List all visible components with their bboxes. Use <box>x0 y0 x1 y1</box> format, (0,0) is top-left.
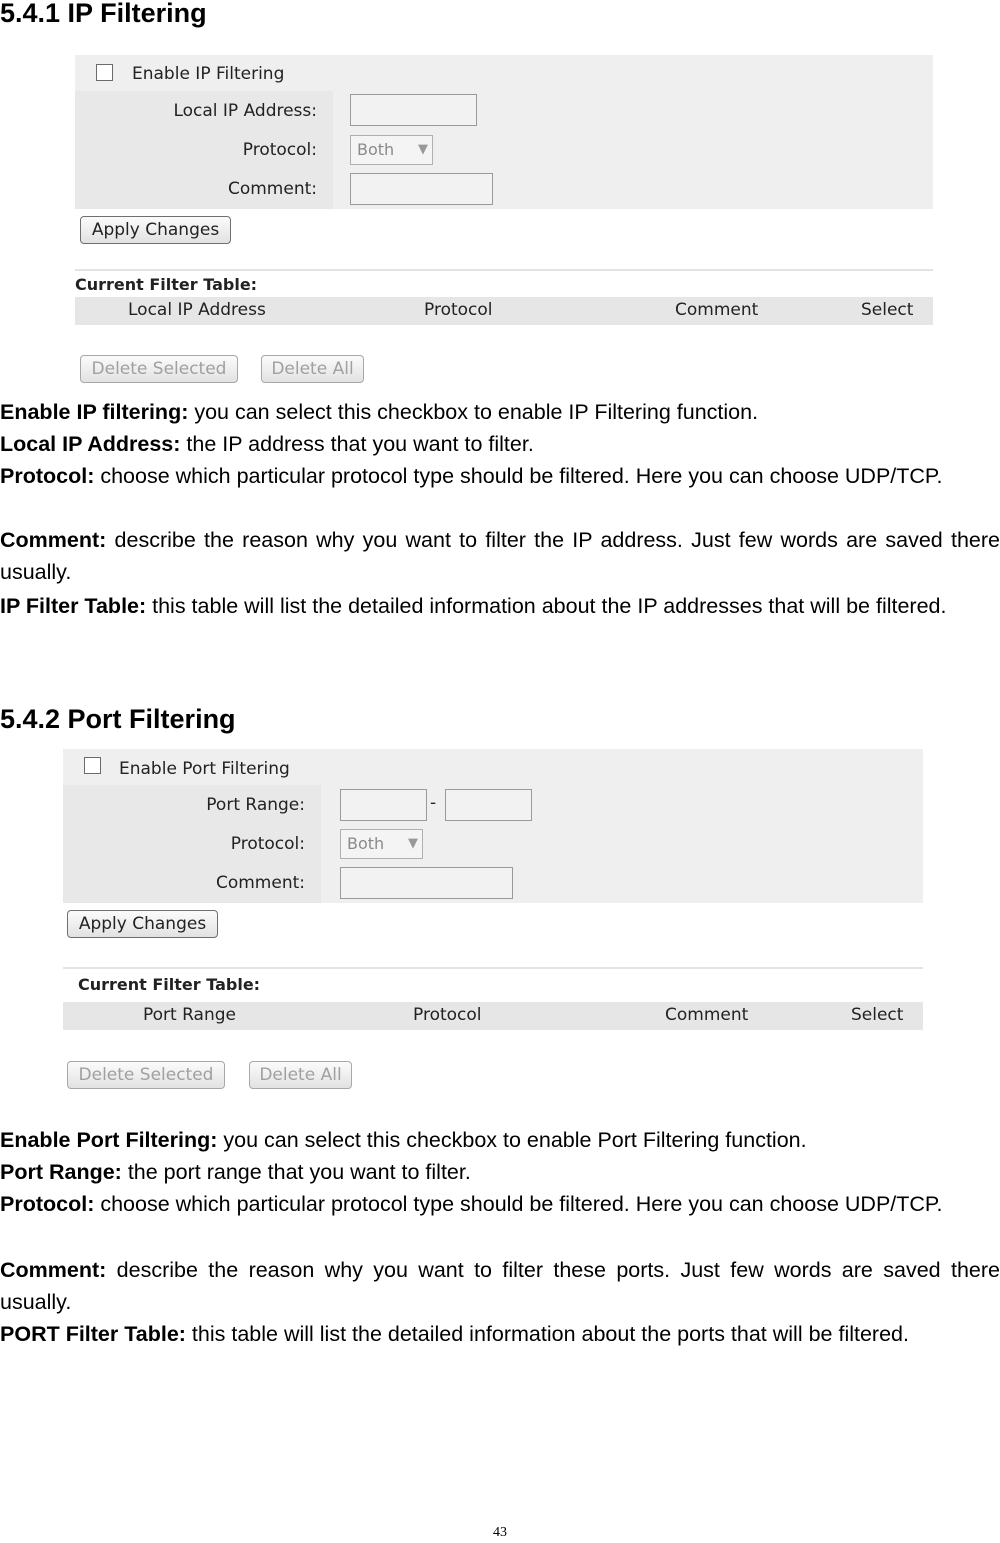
protocol-select-value: Both <box>357 140 395 159</box>
ip-filter-table-header <box>75 297 933 325</box>
ip-filtering-panel <box>75 55 933 390</box>
page-number: 43 <box>493 1525 507 1540</box>
enable-port-filtering-row <box>63 749 923 787</box>
port-comment-row <box>63 863 923 905</box>
current-filter-table-title: Current Filter Table: <box>75 275 258 294</box>
col-select: Select <box>851 1005 904 1025</box>
port-range-row <box>63 785 923 826</box>
port-protocol-row <box>63 824 923 865</box>
desc-local-ip: Local IP Address: the IP address that you want to filter. <box>0 432 534 456</box>
delete-selected-button[interactable]: Delete Selected <box>80 355 238 383</box>
port-current-filter-table-title: Current Filter Table: <box>78 975 261 994</box>
port-filter-table-header <box>63 1002 923 1030</box>
local-ip-label: Local IP Address: <box>173 100 317 121</box>
enable-port-filtering-checkbox[interactable] <box>84 757 101 774</box>
port-apply-changes-button[interactable]: Apply Changes <box>67 910 218 938</box>
chevron-down-icon: ▼ <box>418 142 428 157</box>
enable-ip-filtering-label: Enable IP Filtering <box>132 64 285 84</box>
col-port-range: Port Range <box>143 1005 236 1025</box>
desc-enable-ip: Enable IP filtering: you can select this checkbox to enable IP Filtering function. <box>0 400 759 424</box>
enable-ip-filtering-checkbox[interactable] <box>96 64 113 81</box>
desc-port-comment: Comment: describe the reason why you want to filter these ports. Just few words are saved there usually. <box>0 1258 1000 1314</box>
port-protocol-select[interactable] <box>340 829 423 859</box>
enable-port-filtering-label: Enable Port Filtering <box>119 759 290 779</box>
comment-row <box>75 169 933 211</box>
col-protocol: Protocol <box>424 300 493 320</box>
desc-protocol: Protocol: choose which particular protocol type should be filtered. Here you can choose UDP/TCP. <box>0 464 943 488</box>
port-comment-input[interactable] <box>340 867 513 899</box>
port-range-end-input[interactable] <box>445 789 532 821</box>
port-delete-selected-button[interactable]: Delete Selected <box>67 1061 225 1089</box>
port-filtering-panel <box>63 749 923 1091</box>
port-protocol-select-value: Both <box>347 834 385 853</box>
enable-ip-filtering-row <box>75 55 933 93</box>
ip-table-divider <box>75 269 933 271</box>
local-ip-row <box>75 91 933 132</box>
col-select: Select <box>861 300 914 320</box>
desc-port-range: Port Range: the port range that you want to filter. <box>0 1160 471 1184</box>
port-protocol-label: Protocol: <box>230 833 305 854</box>
desc-port-filter-table: PORT Filter Table: this table will list the detailed information about the ports that will be filtered. <box>0 1322 909 1346</box>
port-table-divider <box>63 967 923 969</box>
delete-all-button[interactable]: Delete All <box>261 355 364 383</box>
protocol-label: Protocol: <box>242 139 317 160</box>
port-range-start-input[interactable] <box>340 789 427 821</box>
col-local-ip-address: Local IP Address <box>128 300 266 320</box>
port-filtering-heading: 5.4.2 Port Filtering <box>0 704 236 734</box>
comment-input[interactable] <box>350 173 493 205</box>
col-comment: Comment <box>675 300 759 320</box>
port-range-label: Port Range: <box>206 794 305 815</box>
port-delete-all-button[interactable]: Delete All <box>249 1061 352 1089</box>
apply-changes-button[interactable]: Apply Changes <box>80 216 231 244</box>
protocol-select[interactable] <box>350 135 433 165</box>
port-comment-label: Comment: <box>215 873 305 893</box>
chevron-down-icon: ▼ <box>408 836 418 851</box>
col-comment: Comment <box>665 1005 749 1025</box>
ip-filtering-heading: 5.4.1 IP Filtering <box>0 0 207 28</box>
desc-comment: Comment: describe the reason why you want to filter the IP address. Just few words are saved there usually. <box>0 528 1000 584</box>
desc-ip-filter-table: IP Filter Table: this table will list the detailed information about the IP addresses that will be filtered. <box>0 594 947 618</box>
port-range-separator: - <box>430 793 437 813</box>
local-ip-input[interactable] <box>350 94 477 126</box>
col-protocol: Protocol <box>413 1005 482 1025</box>
desc-enable-port: Enable Port Filtering: you can select this checkbox to enable Port Filtering function. <box>0 1128 807 1152</box>
protocol-row <box>75 130 933 171</box>
desc-port-protocol: Protocol: choose which particular protocol type should be filtered. Here you can choose UDP/TCP. <box>0 1192 943 1216</box>
comment-label: Comment: <box>227 179 317 199</box>
